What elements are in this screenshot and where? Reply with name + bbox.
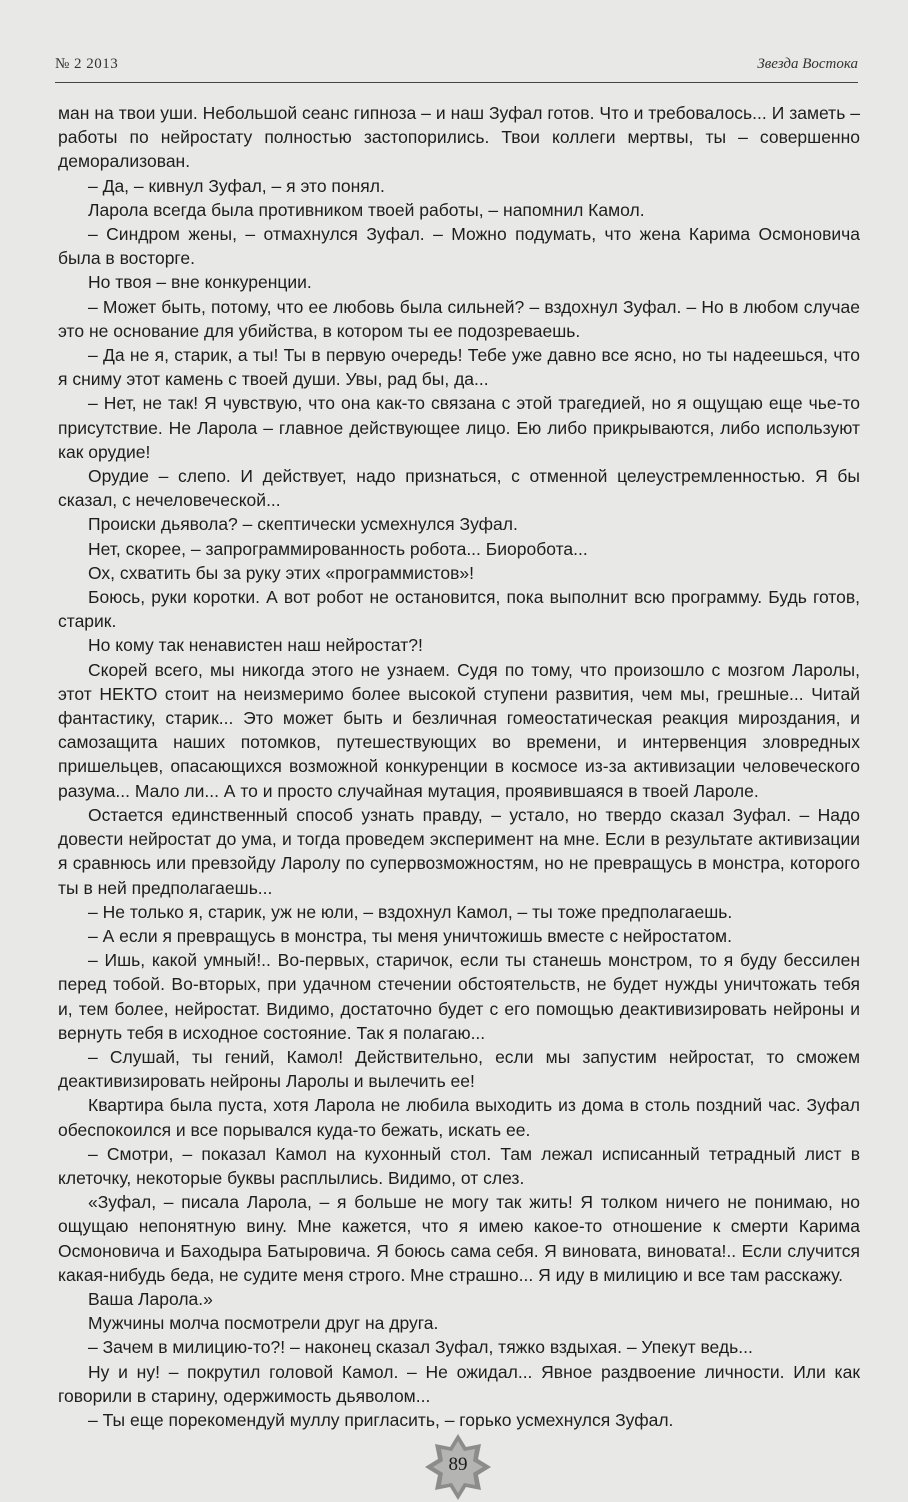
paragraph: – Ты еще порекомендуй муллу пригласить, – горько усмехнулся Зуфал.	[88, 1409, 674, 1430]
running-header	[55, 52, 858, 83]
page-number-badge	[423, 1432, 493, 1502]
paragraph: Ох, схватить бы за руку этих «программистов»!	[88, 562, 474, 583]
paragraph: Но кому так ненавистен наш нейростат?!	[88, 635, 423, 656]
paragraph: Ваша Ларола.»	[88, 1288, 213, 1309]
paragraph: Остается единственный способ узнать правду, – устало, но твердо сказал Зуфал. – Надо довести нейростат до ума, и тогда проведем эксперимент на мне. Если в результате активизации я сравнюсь или превзойду Ларолу по супервозможностям, но не превращусь в монстра, которого ты в ней предполагаешь...	[58, 804, 860, 898]
paragraph: Происки дьявола? – скептически усмехнулся Зуфал.	[88, 514, 518, 535]
paragraph: «Зуфал, – писала Ларола, – я больше не могу так жить! Я толком ничего не понимаю, но ощущаю непонятную вину. Мне кажется, что я имею какое-то отношение к смерти Карима Осмоновича и Баходыра Батыровича. Я боюсь сама себя. Я виновата, виновата!.. Если случится какая-нибудь беда, не судите меня строго. Мне страшно... Я иду в милицию и все там расскажу.	[58, 1192, 860, 1285]
paragraph: Скорей всего, мы никогда этого не узнаем. Судя по тому, что произошло с мозгом Ларолы, этот НЕКТО стоит на неизмеримо более высокой ступени развития, чем мы, грешные... Читай фантастику, старик... Это может быть и безличная гомеостатическая реакция мироздания, и самозащита наших потомков, путешествующих во времени, и интервенция зловредных пришельцев, опасающихся возможной конкуренции в космосе из-за активизации человеческого разума... Мало ли... А то и просто случайная мутация, проявившаяся в твоей Лароле.	[58, 659, 860, 801]
paragraph: – Синдром жены, – отмахнулся Зуфал. – Можно подумать, что жена Карима Осмоновича была в восторге.	[58, 224, 860, 269]
paragraph: – Не только я, старик, уж не юли, – вздохнул Камол, – ты тоже предполагаешь.	[88, 901, 733, 922]
paragraph: Орудие – слепо. И действует, надо признаться, с отменной целеустремленностью. Я бы сказал, с нечеловеческой...	[58, 466, 860, 511]
paragraph: – Смотри, – показал Камол на кухонный стол. Там лежал исписанный тетрадный лист в клеточку, некоторые буквы расплылись. Видимо, от слез.	[58, 1143, 860, 1188]
paragraph: Ну и ну! – покрутил головой Камол. – Не ожидал... Явное раздвоение личности. Или как говорили в старину, одержимость дьяволом...	[58, 1361, 860, 1406]
paragraph: Квартира была пуста, хотя Ларола не любила выходить из дома в столь поздний час. Зуфал обеспокоился и все порывался куда-то бежать, искать ее.	[58, 1095, 860, 1140]
journal-title: Звезда Востока	[757, 56, 858, 72]
paragraph: – Нет, не так! Я чувствую, что она как-то связана с этой трагедией, но я ощущаю еще чье-то присутствие. Не Ларола – главное действующее лицо. Ею либо прикрываются, либо используют как орудие!	[58, 393, 860, 462]
paragraph: – Может быть, потому, что ее любовь была сильней? – вздохнул Зуфал. – Но в любом случае это не основание для убийства, в котором ты ее подозреваешь.	[58, 296, 860, 341]
paragraph: – Зачем в милицию-то?! – наконец сказал Зуфал, тяжко вздыхая. – Упекут ведь...	[88, 1337, 753, 1358]
paragraph: Но твоя – вне конкуренции.	[88, 272, 312, 293]
paragraph: Мужчины молча посмотрели друг на друга.	[88, 1313, 439, 1334]
paragraph: Боюсь, руки коротки. А вот робот не остановится, пока выполнит всю программу. Будь готов, старик.	[58, 587, 860, 632]
paragraph: – Да не я, старик, а ты! Ты в первую очередь! Тебе уже давно все ясно, но ты надеешься, что я сниму этот камень с твоей души. Увы, рад бы, да...	[58, 345, 860, 390]
page-number: 89	[448, 1454, 468, 1475]
paragraph: – А если я превращусь в монстра, ты меня уничтожишь вместе с нейростатом.	[88, 925, 732, 946]
paragraph: ман на твои уши. Небольшой сеанс гипноза – и наш Зуфал готов. Что и требовалось... И заметь – работы по нейростату полностью застопорились. Твои коллеги мертвы, ты – совершенно деморализован.	[58, 103, 860, 172]
paragraph: Ларола всегда была противником твоей работы, – напомнил Камол.	[88, 199, 645, 220]
paragraph: Нет, скорее, – запрограммированность робота... Биоробота...	[88, 538, 588, 559]
paragraph: – Ишь, какой умный!.. Во-первых, старичок, если ты станешь монстром, то я буду бессилен перед тобой. Во-вторых, при удачном стечении обстоятельств, не будет нужды уничтожать тебя и, тем более, нейростат. Видимо, достаточно будет с его помощью деактивизировать нейроны и вернуть тебя в исходное состояние. Так я полагаю...	[58, 950, 860, 1043]
paragraph: – Да, – кивнул Зуфал, – я это понял.	[88, 175, 385, 196]
paragraph: – Слушай, ты гений, Камол! Действительно, если мы запустим нейростат, то сможем деактивизировать нейроны Ларолы и вылечить ее!	[58, 1046, 860, 1092]
body-text	[58, 101, 860, 1432]
issue-number: № 2 2013	[55, 56, 119, 72]
